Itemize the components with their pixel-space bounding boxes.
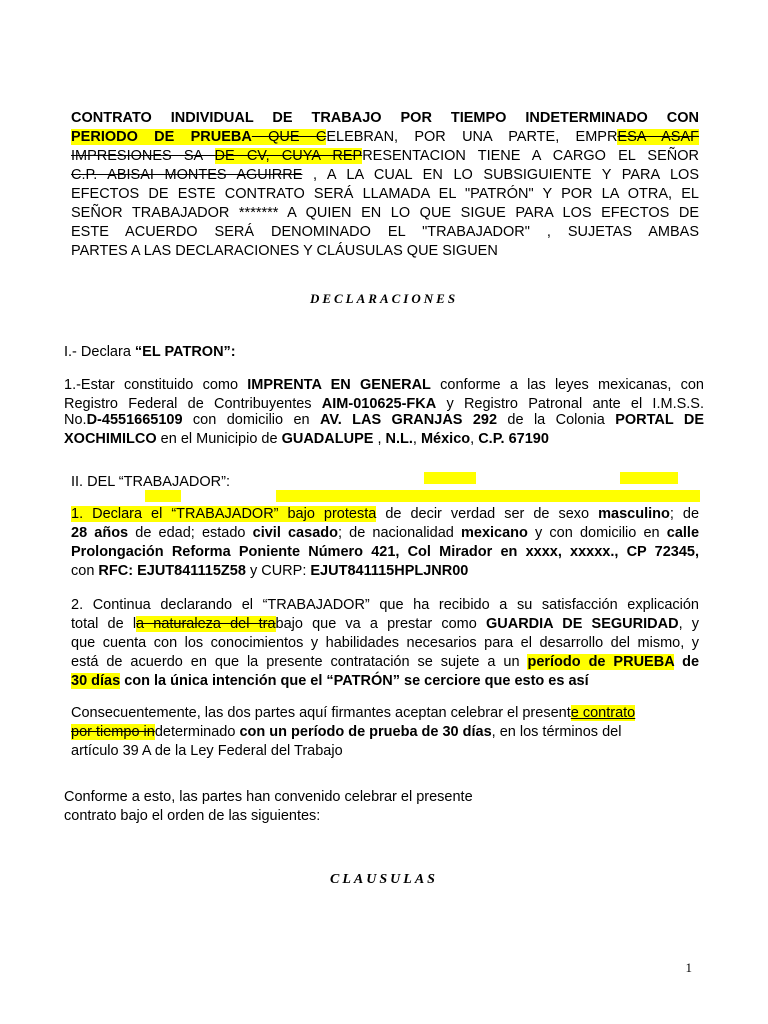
trabajador-heading: II. DEL “TRABAJADOR”: — [71, 474, 230, 490]
trabajador-marital-status: civil casado — [252, 525, 338, 541]
intro-line-6: SEÑOR TRABAJADOR ******* A QUIEN EN LO QUE SIGUE PARA LOS EFECTOS DE — [71, 205, 699, 221]
consecuente-line-2: por tiempo indeterminado con un período de prueba de 30 días, en los términos del — [71, 724, 622, 740]
trabajador-para2-line-5: 30 días con la única intención que el “PATRÓN” se cerciore que esto es así — [71, 673, 589, 689]
trabajador-position: GUARDIA DE SEGURIDAD — [485, 616, 679, 632]
trabajador-para2-line-3: que cuenta con los conocimientos y habilidades necesarios para el desarrollo del mismo, y — [71, 635, 699, 651]
page-number: 1 — [685, 960, 692, 975]
patron-address: AV. LAS GRANJAS 292 — [320, 412, 498, 428]
intro-representative: C.P. ABISAI MONTES AGUIRRE — [71, 167, 303, 183]
clausulas-heading: CLAUSULAS — [330, 872, 438, 887]
patron-heading: I.- Declara “EL PATRON”: — [64, 344, 236, 360]
consecuente-line-3: artículo 39 A de la Ley Federal del Trabajo — [71, 743, 343, 759]
intro-line-7: ESTE ACUERDO SERÁ DENOMINADO EL "TRABAJADOR" , SUJETAS AMBAS — [71, 224, 699, 240]
intro-line-5: EFECTOS DE ESTE CONTRATO SERÁ LLAMADA EL "PATRÓN" Y POR LA OTRA, EL — [71, 186, 699, 202]
trabajador-sex: masculino — [598, 506, 670, 522]
declaraciones-heading: DECLARACIONES — [309, 291, 459, 306]
consecuente-line-1: Consecuentemente, las dos partes aquí firmantes aceptan celebrar el presente contrato — [71, 705, 636, 721]
patron-imss-number: D-4551665109 — [86, 412, 183, 428]
trabajador-para2-line-4: está de acuerdo en que la presente contratación se sujete a un período de PRUEBA de — [71, 654, 700, 670]
intro-contract-type: PERIODO DE PRUEBA — [71, 129, 252, 145]
trabajador-nationality: mexicano — [460, 525, 528, 541]
probation-label: período de PRUEBA — [527, 654, 675, 670]
intro-line-4: C.P. ABISAI MONTES AGUIRRE , A LA CUAL EN LO SUBSIGUIENTE Y PARA LOS — [71, 167, 699, 183]
highlight-mark — [424, 472, 476, 484]
trabajador-para1-line-1: 1. Declara el “TRABAJADOR” bajo protesta de decir verdad ser de sexo masculino; de — [71, 506, 700, 522]
intro-line-1: CONTRATO INDIVIDUAL DE TRABAJO POR TIEMPO INDETERMINADO CON — [71, 110, 699, 126]
patron-rfc: AIM-010625-FKA — [321, 396, 437, 412]
trabajador-para2-line-1: 2. Continua declarando el “TRABAJADOR” que ha recibido a su satisfacción explicación — [71, 597, 699, 613]
highlight-mark — [276, 490, 700, 502]
probation-duration: 30 días — [71, 673, 121, 689]
trabajador-curp: EJUT841115HPLJNR00 — [310, 563, 469, 579]
patron-para-line-2: Registro Federal de Contribuyentes AIM-010625-FKA y Registro Patronal ante el I.M.S.S. — [64, 396, 704, 412]
trabajador-para2-line-2: total de la naturaleza del trabajo que va a prestar como GUARDIA DE SEGURIDAD, y — [71, 616, 699, 632]
intro-line-8: PARTES A LAS DECLARACIONES Y CLÁUSULAS QUE SIGUEN — [71, 243, 498, 259]
intro-company-name: ESA ASAF — [617, 129, 700, 145]
patron-para-line-4: XOCHIMILCO en el Municipio de GUADALUPE , N.L., México, C.P. 67190 — [64, 431, 549, 447]
patron-para-line-1: 1.-Estar constituido como IMPRENTA EN GENERAL conforme a las leyes mexicanas, con — [64, 377, 704, 393]
trabajador-address: Prolongación Reforma Poniente Número 421, Col Mirador en xxxx, xxxxx., CP 72345, — [71, 544, 699, 560]
highlight-mark — [620, 472, 678, 484]
intro-line-3: IMPRESIONES SA DE CV, CUYA REPRESENTACION TIENE A CARGO EL SEÑOR — [71, 148, 699, 164]
intro-line-2: PERIODO DE PRUEBA QUE CELEBRAN, POR UNA PARTE, EMPRESA ASAF — [71, 129, 700, 145]
trabajador-age: 28 años — [71, 525, 129, 541]
conforme-line-2: contrato bajo el orden de las siguientes: — [64, 808, 321, 824]
trabajador-para1-line-4: con RFC: EJUT841115Z58 y CURP: EJUT841115HPLJNR00 — [71, 563, 469, 579]
patron-para-line-3: No.D-4551665109 con domicilio en AV. LAS GRANJAS 292 de la Colonia PORTAL DE — [64, 412, 705, 428]
conforme-line-1: Conforme a esto, las partes han convenido celebrar el presente — [64, 789, 473, 805]
trabajador-para1-line-2: 28 años de edad; estado civil casado; de nacionalidad mexicano y con domicilio en calle — [71, 525, 700, 541]
trabajador-rfc: RFC: EJUT841115Z58 — [98, 563, 246, 579]
